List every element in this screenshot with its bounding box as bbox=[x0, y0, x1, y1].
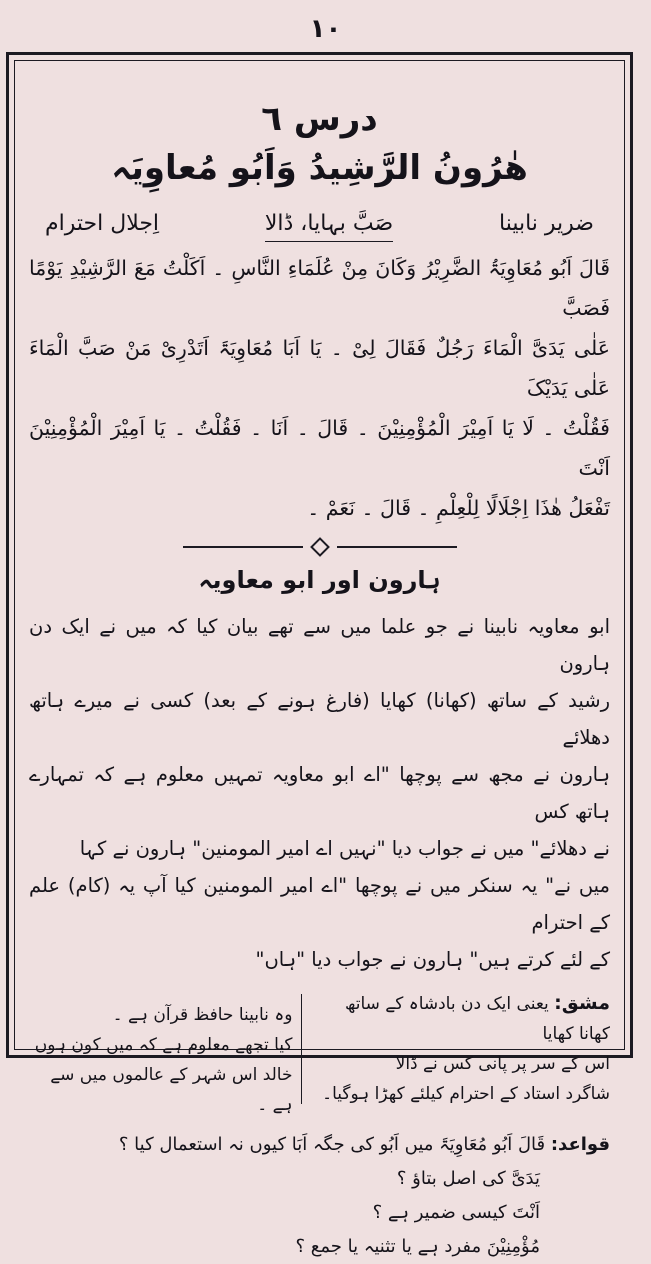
arabic-line: فَقُلْتُ ۔ لَا یَا اَمِیْرَ الْمُؤْمِنِیْنَ ۔ قَالَ ۔ اَنَا ۔ فَقُلْتُ ۔ یَا اَمِیْرَ الْمُؤْمِنِیْنَ اَنْتَ bbox=[29, 416, 610, 480]
exercise-item: کیا تجھے معلوم ہے کہ میں کون ہوں bbox=[34, 1035, 293, 1055]
translation-heading: ہارون اور ابو معاویہ bbox=[198, 566, 441, 594]
exercise-left-column bbox=[29, 988, 293, 1120]
rules-question: اَنْتَ کیسی ضمیر ہے ؟ bbox=[372, 1202, 540, 1223]
lesson-title: ھٰرُونُ الرَّشِیدُ وَاَبُو مُعاوِیَہ bbox=[111, 148, 528, 188]
arabic-line: قَالَ اَبُو مُعَاوِیَۃُ الضَّرِیْرُ وَکَانَ مِنْ عُلَمَاءِ النَّاسِ ۔ اَکَلْتُ مَعَ الرَّشِیْدِ یَوْمًا فَصَبَّ bbox=[29, 256, 610, 320]
exercise-right-column bbox=[310, 988, 610, 1120]
translation-line: رشید کے ساتھ (کھانا) کھایا (فارغ ہونے کے بعد) کسی نے میرے ہاتھ دھلائے bbox=[29, 689, 610, 749]
translation-body bbox=[29, 608, 610, 978]
exercise-item: خالد اس شہر کے عالموں میں سے ہے ۔ bbox=[50, 1065, 293, 1115]
vocab-item: اِجلال احترام bbox=[45, 211, 160, 236]
translation-line: کے لئے کرتے ہیں" ہارون نے جواب دیا "ہاں" bbox=[255, 948, 610, 971]
rules-question: مُؤْمِنِیْنَ مفرد ہے یا تثنیہ یا جمع ؟ bbox=[295, 1236, 540, 1257]
translation-line: ہارون نے مجھ سے پوچھا "اے ابو معاویہ تمہیں معلوم ہے کہ تمہارے ہاتھ کس bbox=[29, 763, 610, 823]
divider-line bbox=[337, 546, 457, 548]
exercise-label: مشق: bbox=[554, 992, 610, 1014]
exercise-item: یعنی ایک دن بادشاہ کے ساتھ کھانا کھایا bbox=[344, 994, 610, 1044]
vocabulary-row bbox=[29, 207, 610, 242]
arabic-passage bbox=[29, 248, 610, 528]
vocab-item: ضریر نابینا bbox=[498, 211, 594, 236]
vocab-item: صَبَّ بہایا، ڈالا bbox=[265, 207, 393, 242]
arabic-line: عَلٰی یَدَیَّ الْمَاءَ رَجُلٌ فَقَالَ لِیْ ۔ یَا اَبَا مُعَاوِیَۃَ اَتَدْرِیْ مَنْ صَبَّ الْمَاءَ عَلٰی یَدَیْکَ bbox=[29, 336, 610, 400]
translation-line: میں نے" یہ سنکر میں نے پوچھا "اے امیر المومنین کیا آپ یہ (کام) علم کے احترام bbox=[29, 874, 610, 934]
lesson-number: درس ٦ bbox=[261, 99, 378, 139]
rules-section bbox=[29, 1128, 610, 1264]
section-divider bbox=[29, 540, 610, 554]
rules-label: قواعد: bbox=[550, 1134, 610, 1155]
page-number: ١٠ bbox=[309, 14, 342, 44]
divider-ornament-icon bbox=[310, 537, 330, 557]
rules-question: قَالَ اَبُو مُعَاوِیَۃَ میں اَبُو کی جگہ اَبَا کیوں نہ استعمال کیا ؟ bbox=[118, 1134, 546, 1155]
exercise-item: وہ نابینا حافظ قرآن ہے ۔ bbox=[112, 1005, 293, 1025]
translation-line: ابو معاویہ نابینا نے جو علما میں سے تھے بیان کیا کہ میں نے ایک دن ہارون bbox=[29, 615, 610, 675]
arabic-line: تَفْعَلُ ھٰذَا اِجْلَالًا لِلْعِلْمِ ۔ قَالَ ۔ نَعَمْ ۔ bbox=[307, 496, 610, 520]
exercise-item: اس کے سر پر پانی کس نے ڈالا bbox=[395, 1054, 610, 1074]
exercise-item: شاگرد استاد کے احترام کیلئے کھڑا ہوگیا۔ bbox=[322, 1084, 610, 1104]
exercise-section bbox=[29, 988, 610, 1120]
divider-line bbox=[183, 546, 303, 548]
translation-line: نے دھلائے" میں نے جواب دیا "نہیں اے امیر المومنین" ہارون نے کہا bbox=[79, 837, 610, 860]
column-separator bbox=[301, 994, 303, 1104]
rules-question: یَدَیَّ کی اصل بتاؤ ؟ bbox=[396, 1168, 540, 1189]
content-frame bbox=[14, 60, 625, 1257]
lesson-content bbox=[29, 97, 610, 1264]
